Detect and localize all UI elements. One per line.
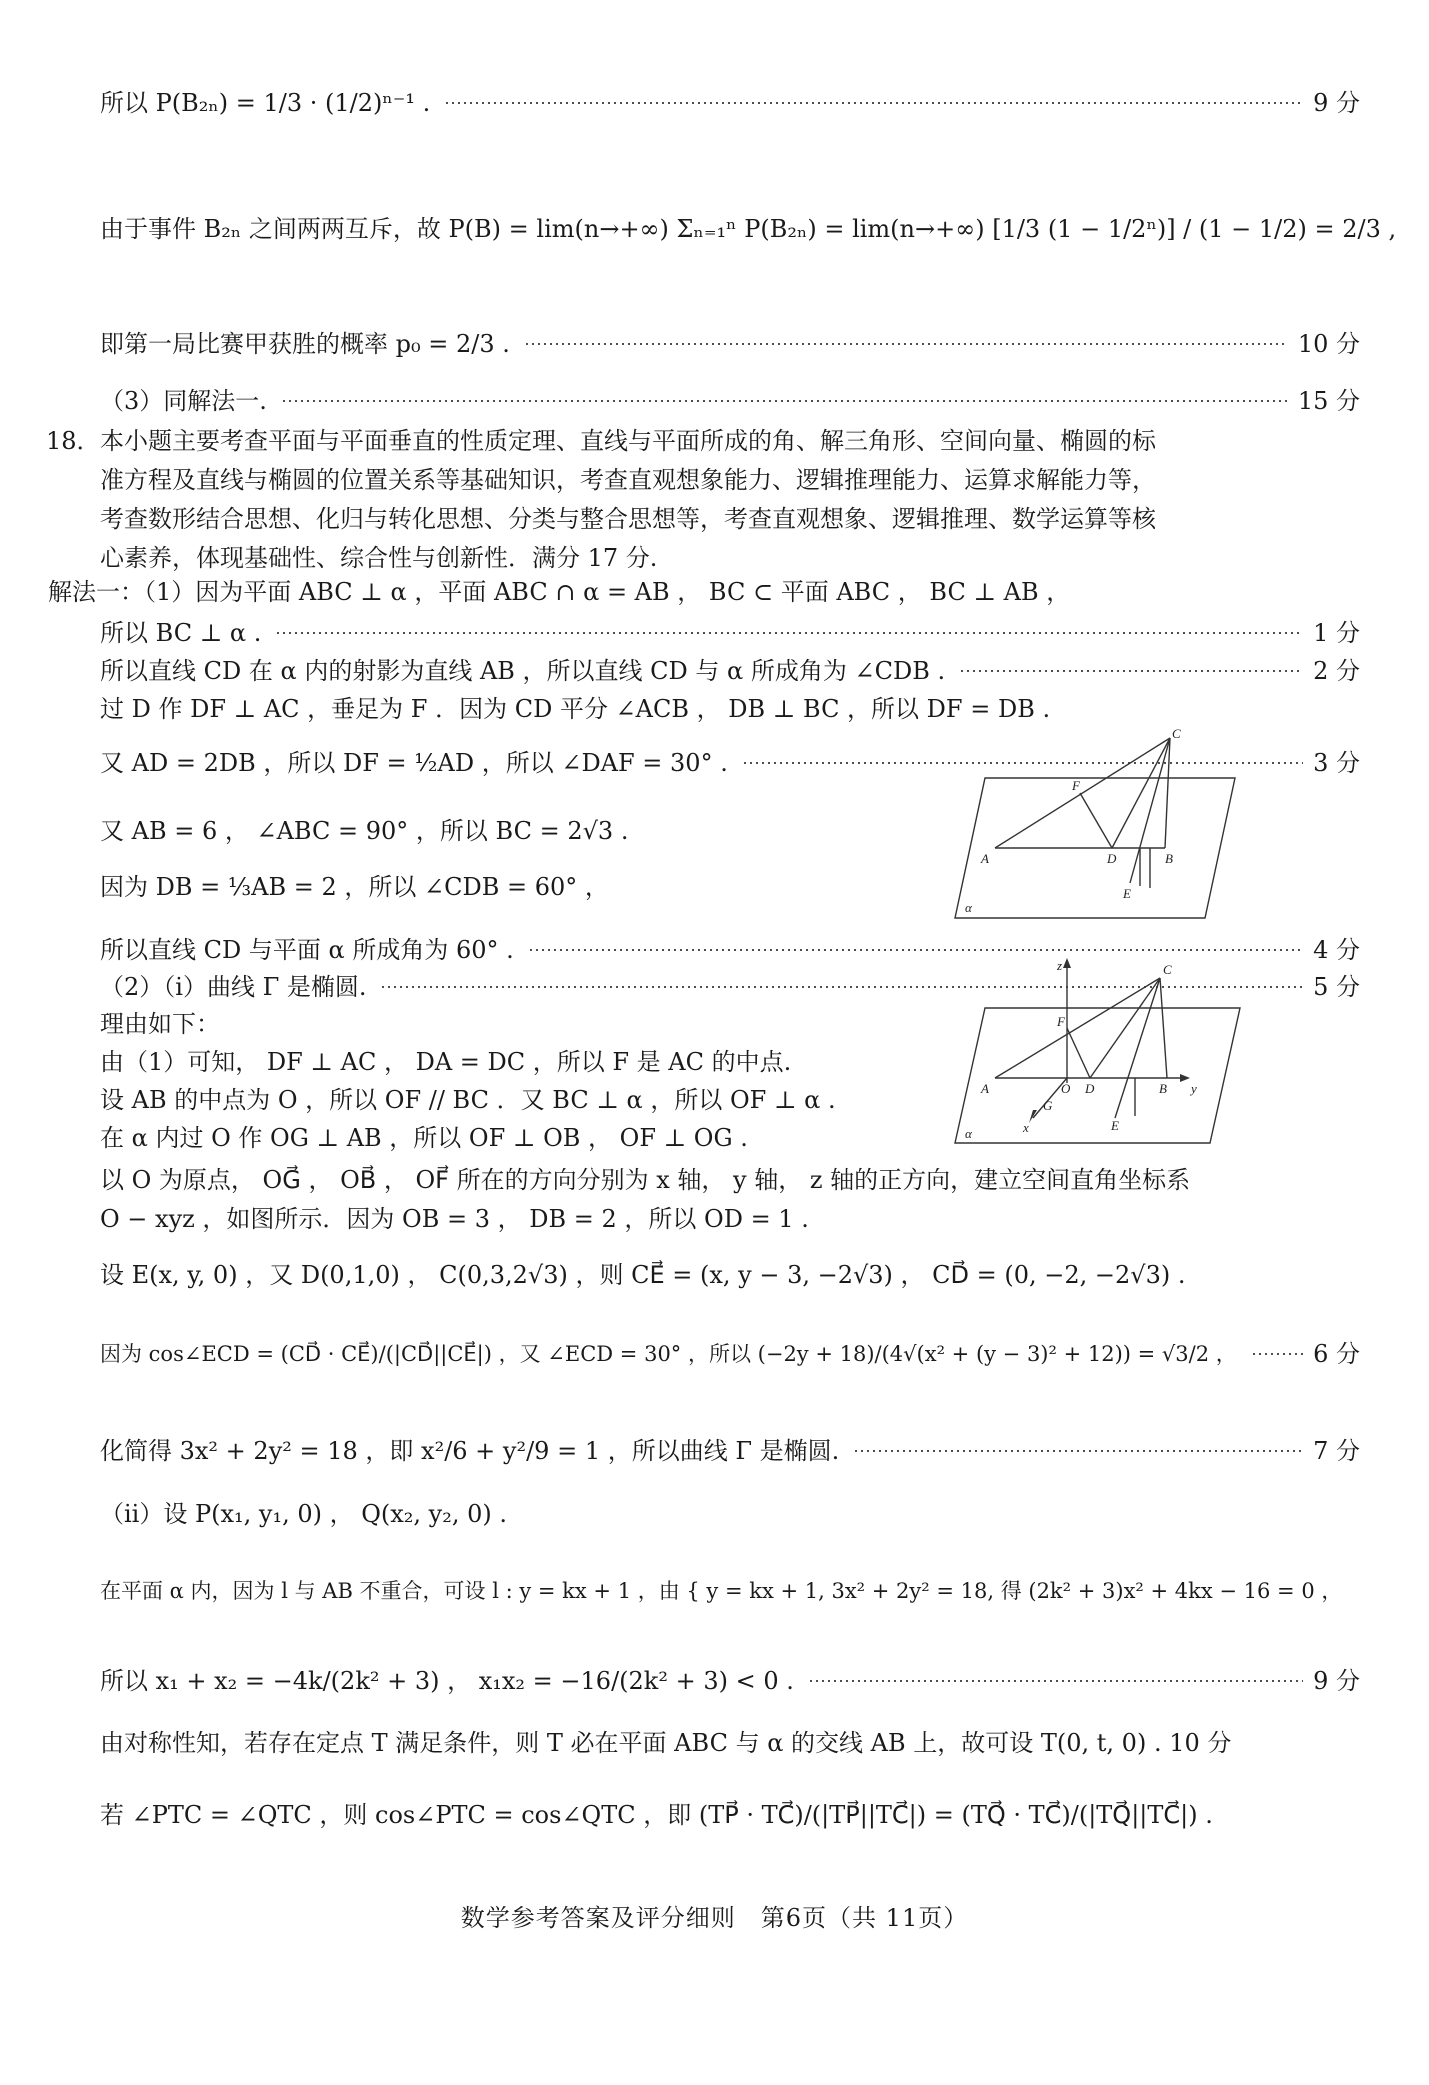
description-row: 心素养，体现基础性、综合性与创新性．满分 17 分.	[100, 544, 658, 572]
line-f-midpoint	[100, 1045, 920, 1079]
line-text: 因为 DB = ⅓AB = 2 ，所以 ∠CDB = 60° ，	[100, 873, 609, 901]
line-text: 又 AB = 6 ， ∠ABC = 90° ，所以 BC = 2√3 .	[100, 817, 629, 845]
label-e: E	[1123, 886, 1131, 901]
dot-leader	[281, 400, 1288, 402]
label-b: B	[1165, 851, 1173, 866]
score-label: 9 分	[1313, 89, 1360, 117]
line-text: 由于事件 B₂ₙ 之间两两互斥，故 P(B) = lim(n→+∞) Σₙ₌₁ⁿ P(B₂ₙ) = lim(n→+∞) [1/3 (1 − 1/2ⁿ)] / (1 − 1/2) = 2/3 ,	[100, 215, 1397, 243]
dot-leader	[959, 670, 1303, 672]
line-text: 解法一：（1）因为平面 ABC ⊥ α ，平面 ABC ∩ α = AB ， BC ⊂ 平面 ABC ， BC ⊥ AB ，	[48, 578, 1071, 606]
score-label: 2 分	[1313, 657, 1360, 685]
score-label: 5 分	[1313, 973, 1360, 1001]
score-label: 7 分	[1313, 1437, 1360, 1465]
dot-leader	[853, 1450, 1303, 1452]
line-text: 所以 BC ⊥ α .	[100, 619, 262, 647]
line-line-l	[100, 1574, 1400, 1608]
line-part2-ii	[100, 1497, 1360, 1531]
line-text: 又 AD = 2DB ，所以 DF = ½AD ，所以 ∠DAF = 30° .	[100, 749, 728, 777]
line-text: 所以直线 CD 在 α 内的射影为直线 AB ，所以直线 CD 与 α 所成角为 ∠CDB .	[100, 657, 946, 685]
dot-leader	[808, 1680, 1303, 1682]
line-part3	[100, 384, 1360, 418]
line-text: 过 D 作 DF ⊥ AC ，垂足为 F ．因为 CD 平分 ∠ACB ， DB ⊥ BC ，所以 DF = DB .	[100, 695, 1051, 723]
line-text: （2）（i）曲线 Γ 是椭圆.	[100, 973, 367, 1001]
dot-leader	[275, 632, 1303, 634]
line-text: 以 O 为原点， OG⃗ ， OB⃗ ， OF⃗ 所在的方向分别为 x 轴， y 轴， z 轴的正方向，建立空间直角坐标系	[100, 1166, 1191, 1194]
line-vectors	[100, 1258, 1400, 1292]
line-text: 设 E(x, y, 0) ，又 D(0,1,0) ， C(0,3,2√3) ，则 CE⃗ = (x, y − 3, −2√3) ， CD⃗ = (0, −2, −2√3) .	[100, 1261, 1186, 1289]
label-y: y	[1191, 1081, 1197, 1096]
line-bc-perp	[100, 616, 1360, 650]
label-b: B	[1159, 1081, 1167, 1096]
score-label: 6 分	[1313, 1340, 1360, 1368]
label-d: D	[1085, 1081, 1095, 1096]
dot-leader	[1251, 1353, 1303, 1355]
label-e: E	[1111, 1118, 1119, 1133]
line-text: 由对称性知，若存在定点 T 满足条件，则 T 必在平面 ABC 与 α 的交线 AB 上，故可设 T(0, t, 0) . 10 分	[100, 1729, 1232, 1757]
line-text: 理由如下：	[100, 1010, 220, 1038]
line-text: 因为 cos∠ECD = (CD⃗ · CE⃗)/(|CD⃗||CE⃗|) ，又 ∠ECD = 30° ，所以 (−2y + 18)/(4√(x² + (y − 3)² + 12)) = √3/2 ，	[100, 1342, 1237, 1366]
line-probability-b2n	[100, 86, 1360, 120]
line-text: 设 AB 的中点为 O ，所以 OF // BC ．又 BC ⊥ α ，所以 OF ⊥ α .	[100, 1086, 836, 1114]
line-bc-value	[100, 814, 920, 848]
line-text: （3）同解法一.	[100, 387, 267, 415]
line-text: （ii）设 P(x₁, y₁, 0) ， Q(x₂, y₂, 0) .	[100, 1500, 508, 1528]
line-text: 若 ∠PTC = ∠QTC ，则 cos∠PTC = cos∠QTC ，即 (TP⃗ · TC⃗)/(|TP⃗||TC⃗|) = (TQ⃗ · TC⃗)/(|TQ⃗||TC⃗|) .	[100, 1801, 1213, 1829]
line-mutually-exclusive	[100, 212, 1400, 246]
dot-leader	[444, 102, 1303, 104]
label-alpha: α	[965, 900, 972, 915]
dot-leader	[524, 343, 1288, 345]
line-projection	[100, 654, 1360, 688]
label-x: x	[1023, 1120, 1029, 1135]
dot-leader	[528, 949, 1303, 951]
line-cdb-angle	[100, 870, 920, 904]
label-o: O	[1061, 1081, 1071, 1096]
question-number: 18．	[46, 427, 101, 455]
label-z: z	[1057, 958, 1063, 973]
line-vieta	[100, 1664, 1360, 1698]
question-18-description	[100, 422, 1360, 578]
label-a: A	[981, 1081, 989, 1096]
label-a: A	[981, 851, 989, 866]
line-text: 在 α 内过 O 作 OG ⊥ AB ，所以 OF ⊥ OB ， OF ⊥ OG .	[100, 1124, 748, 1152]
line-od-value	[100, 1202, 1360, 1236]
geometry-figure-2	[935, 958, 1255, 1148]
page-footer: 数学参考答案及评分细则 第6页（共 11页）	[460, 1904, 969, 1932]
label-alpha: α	[965, 1126, 972, 1141]
description-row: 本小题主要考查平面与平面垂直的性质定理、直线与平面所成的角、解三角形、空间向量、椭圆的标	[100, 427, 1156, 455]
label-g: G	[1043, 1098, 1053, 1113]
line-text: 所以 P(B₂ₙ) = 1/3 · (1/2)ⁿ⁻¹ .	[100, 89, 431, 117]
line-angle-condition	[100, 1798, 1400, 1832]
score-label: 1 分	[1313, 619, 1360, 647]
label-f: F	[1057, 1014, 1065, 1029]
line-cos-ecd	[100, 1337, 1360, 1371]
description-row: 考查数形结合思想、化归与转化思想、分类与整合思想等，考查直观想象、逻辑推理、数学运算等核	[100, 505, 1156, 533]
label-f: F	[1072, 778, 1080, 793]
score-label: 10 分	[1297, 330, 1360, 358]
geometry-figure-1	[935, 728, 1250, 928]
line-point-t	[100, 1726, 1400, 1760]
line-solution-start	[48, 575, 1308, 609]
line-text: 即第一局比赛甲获胜的概率 p₀ = 2/3 .	[100, 330, 510, 358]
description-row: 准方程及直线与椭圆的位置关系等基础知识，考查直观想象能力、逻辑推理能力、运算求解能力等，	[100, 466, 1156, 494]
label-c: C	[1172, 728, 1181, 741]
score-label: 3 分	[1313, 749, 1360, 777]
line-text: 所以直线 CD 与平面 α 所成角为 60° .	[100, 936, 514, 964]
line-text: 化简得 3x² + 2y² = 18 ，即 x²/6 + y²/9 = 1 ，所以曲线 Γ 是椭圆.	[100, 1437, 840, 1465]
line-text: 所以 x₁ + x₂ = −4k/(2k² + 3) ， x₁x₂ = −16/(2k² + 3) < 0 .	[100, 1667, 794, 1695]
line-coordinate-system	[100, 1163, 1400, 1197]
label-c: C	[1163, 962, 1172, 977]
score-label: 4 分	[1313, 936, 1360, 964]
line-text: O − xyz ，如图所示．因为 OB = 3 ， DB = 2 ，所以 OD = 1 .	[100, 1205, 809, 1233]
score-label: 15 分	[1297, 387, 1360, 415]
line-ellipse-equation	[100, 1434, 1360, 1468]
line-text: 由（1）可知， DF ⊥ AC ， DA = DC ，所以 F 是 AC 的中点.	[100, 1048, 792, 1076]
line-df-perp	[100, 692, 1360, 726]
label-d: D	[1107, 851, 1117, 866]
line-reason	[100, 1007, 920, 1041]
line-first-game-probability	[100, 327, 1360, 361]
line-og-perp	[100, 1121, 920, 1155]
line-of-perp	[100, 1083, 920, 1117]
score-label: 9 分	[1313, 1667, 1360, 1695]
line-text: 在平面 α 内，因为 l 与 AB 不重合，可设 l : y = kx + 1 ，由 { y = kx + 1, 3x² + 2y² = 18, 得 (2k² + 3)x² + 4kx − 16 = 0 ，	[100, 1579, 1343, 1603]
